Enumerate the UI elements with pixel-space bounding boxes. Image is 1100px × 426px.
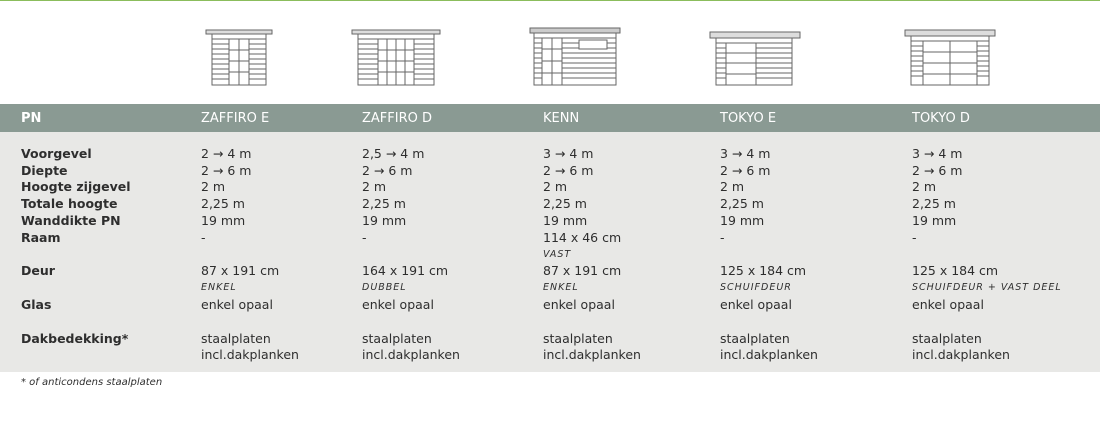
cell-value: enkel opaal bbox=[720, 297, 792, 312]
cell-value: enkel opaal bbox=[543, 297, 615, 312]
cell-value: enkel opaal bbox=[912, 297, 984, 312]
footnote: * of anticondens staalplaten bbox=[21, 377, 163, 388]
cell-value: 2 → 6 m bbox=[201, 163, 252, 178]
cell-value: incl.dakplanken bbox=[362, 347, 460, 362]
model-drawings bbox=[0, 1, 1100, 104]
cell-note: ENKEL bbox=[201, 282, 237, 293]
cell-note: VAST bbox=[543, 249, 572, 260]
cell-value: 3 → 4 m bbox=[912, 146, 963, 161]
header-model-tokyo-d: TOKYO D bbox=[912, 111, 970, 126]
row-label-hoogte-zijgevel: Hoogte zijgevel bbox=[21, 179, 131, 194]
cell-value: staalplaten bbox=[912, 331, 982, 346]
cell-value: - bbox=[912, 230, 917, 245]
cell-value: 2 m bbox=[201, 179, 226, 194]
cell-value: 114 x 46 cm bbox=[543, 230, 622, 245]
row-label-dakbedekking: Dakbedekking* bbox=[21, 331, 129, 346]
header-pn: PN bbox=[21, 111, 42, 126]
cell-value: 2,25 m bbox=[912, 196, 956, 211]
cell-value: - bbox=[720, 230, 725, 245]
cell-value: 2 m bbox=[720, 179, 745, 194]
header-model-tokyo-e: TOKYO E bbox=[720, 111, 777, 126]
cell-value: 2,25 m bbox=[720, 196, 764, 211]
cell-value: 125 x 184 cm bbox=[720, 263, 807, 278]
cell-note: DUBBEL bbox=[362, 282, 407, 293]
header-model-zaffiro-e: ZAFFIRO E bbox=[201, 111, 270, 126]
row-label-wanddikte: Wanddikte PN bbox=[21, 213, 121, 228]
cell-value: 19 mm bbox=[201, 213, 246, 228]
zaffiro-d-drawing bbox=[351, 29, 441, 87]
cell-value: - bbox=[362, 230, 367, 245]
cell-value: - bbox=[201, 230, 206, 245]
cell-value: 2,5 → 4 m bbox=[362, 146, 425, 161]
zaffiro-e-drawing bbox=[205, 29, 273, 87]
cell-value: incl.dakplanken bbox=[912, 347, 1010, 362]
row-label-totale-hoogte: Totale hoogte bbox=[21, 196, 118, 211]
kenn-drawing bbox=[529, 27, 621, 87]
cell-value: 3 → 4 m bbox=[720, 146, 771, 161]
cell-note: SCHUIFDEUR + VAST DEEL bbox=[912, 282, 1062, 293]
cell-value: 2 m bbox=[362, 179, 387, 194]
cell-value: 19 mm bbox=[720, 213, 765, 228]
cell-value: 2 → 6 m bbox=[362, 163, 413, 178]
row-label-raam: Raam bbox=[21, 230, 61, 245]
row-label-voorgevel: Voorgevel bbox=[21, 146, 92, 161]
cell-value: 19 mm bbox=[362, 213, 407, 228]
cell-value: staalplaten bbox=[362, 331, 432, 346]
header-model-kenn: KENN bbox=[543, 111, 580, 126]
cell-value: incl.dakplanken bbox=[543, 347, 641, 362]
cell-value: 2 → 4 m bbox=[201, 146, 252, 161]
row-label-glas: Glas bbox=[21, 297, 52, 312]
cell-value: 87 x 191 cm bbox=[543, 263, 622, 278]
cell-value: 2 → 6 m bbox=[720, 163, 771, 178]
cell-value: 19 mm bbox=[543, 213, 588, 228]
cell-value: 2 → 6 m bbox=[912, 163, 963, 178]
cell-value: 2 m bbox=[543, 179, 568, 194]
cell-value: incl.dakplanken bbox=[720, 347, 818, 362]
row-label-deur: Deur bbox=[21, 263, 55, 278]
cell-note: SCHUIFDEUR bbox=[720, 282, 792, 293]
cell-value: 19 mm bbox=[912, 213, 957, 228]
cell-value: staalplaten bbox=[201, 331, 271, 346]
cell-value: 164 x 191 cm bbox=[362, 263, 449, 278]
cell-value: incl.dakplanken bbox=[201, 347, 299, 362]
cell-value: 2 m bbox=[912, 179, 937, 194]
tokyo-e-drawing bbox=[709, 31, 801, 87]
cell-value: 125 x 184 cm bbox=[912, 263, 999, 278]
cell-value: 87 x 191 cm bbox=[201, 263, 280, 278]
cell-value: 2,25 m bbox=[543, 196, 587, 211]
tokyo-d-drawing bbox=[904, 29, 996, 87]
cell-value: 2,25 m bbox=[201, 196, 245, 211]
table-header bbox=[0, 104, 1100, 132]
cell-note: ENKEL bbox=[543, 282, 579, 293]
cell-value: 3 → 4 m bbox=[543, 146, 594, 161]
header-model-zaffiro-d: ZAFFIRO D bbox=[362, 111, 432, 126]
row-label-diepte: Diepte bbox=[21, 163, 68, 178]
cell-value: staalplaten bbox=[720, 331, 790, 346]
cell-value: staalplaten bbox=[543, 331, 613, 346]
cell-value: 2,25 m bbox=[362, 196, 406, 211]
cell-value: 2 → 6 m bbox=[543, 163, 594, 178]
cell-value: enkel opaal bbox=[201, 297, 273, 312]
cell-value: enkel opaal bbox=[362, 297, 434, 312]
